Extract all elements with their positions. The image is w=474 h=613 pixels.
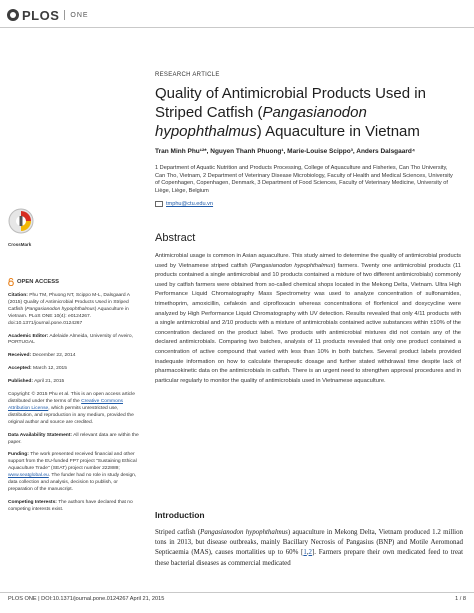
article-info-sidebar [8, 293, 140, 520]
reference-link-1[interactable]: 1 [303, 549, 307, 557]
header-rule [0, 27, 474, 28]
received-date [8, 353, 140, 360]
logo-divider [64, 10, 65, 20]
crossmark-label: CrossMark [8, 242, 32, 247]
article-title [155, 84, 455, 141]
title-part2: ) Aquaculture in Vietnam [256, 123, 420, 140]
citation-text: Phu TM, Phuong NT, Scippo M-L, Dalsgaard A (2015) Quality of Antimicrobial Products Used in Striped Catfish ( [8, 293, 130, 312]
copyright [8, 392, 140, 427]
competing-interests [8, 500, 140, 514]
competing-label: Competing Interests: [8, 499, 57, 505]
citation [8, 293, 140, 328]
email-link[interactable]: tmphu@ctu.edu.vn [166, 201, 214, 207]
intro-text-b: ) aquaculture in Mekong Delta, Vietnam produced 1.2 million tons in 2013, but disease outbreaks, mainly Bacillary Necrosis of Pangasius (BNP) and Motile Aeromonad Septicaemia (MAS), causes mortalities up to 60% [ [155, 529, 463, 557]
affiliations: 1 Department of Aquatic Nutrition and Products Processing, College of Aquaculture and Fisheries, Can Tho University, Can Tho, Vietnam, 2 Department of Veterinary Disease Microbiology, Faculty of Health and Medical Sciences, University of Copenhagen, Copenhagen, Denmark, 3 Department of Food Sciences, Faculty of Veterinary Medicine, University of Liège, Liège, Belgium [155, 165, 453, 194]
copyright-tail: , which permits unrestricted use, distribution, and reproduction in any medium, provided the original author and source are credited. [8, 405, 134, 425]
citation-species: Pangasianodon hypophthalmus [26, 306, 95, 312]
funding-label: Funding: [8, 452, 29, 458]
open-access-badge [8, 278, 59, 286]
corresponding-email[interactable] [155, 201, 213, 207]
abstract-heading: Abstract [155, 232, 196, 244]
citation-tail: ) Aquaculture in Vietnam. PLoS ONE 10(4): e0124267. doi:10.1371/journal.pone.0124267 [8, 306, 129, 326]
intro-text-a: Striped catfish ( [155, 529, 201, 536]
funding-link[interactable]: www.seatglobal.eu [8, 473, 49, 479]
reference-link-2[interactable]: 2 [308, 549, 312, 557]
funding-text: The work presented received financial and other support from the EU-funded FP7 project "Sustaining Ethical Aquaculture Trade" (SEAT) project number 222889; [8, 452, 137, 472]
title-species: Pangasianodon hypophthalmus [155, 104, 367, 140]
logo-sub: ONE [70, 11, 89, 19]
logo-brand: PLOS [22, 7, 60, 23]
license-link[interactable]: Creative Commons Attribution License [8, 398, 123, 411]
abstract-text-a: Antimicrobial usage is common in Asian aquaculture. This study aimed to determine the quality of antimicrobial products used by Vietnamese striped catfish ( [155, 253, 461, 269]
plos-one-logo[interactable] [7, 8, 89, 22]
copyright-text: Copyright: © 2015 Phu et al. This is an open access article distributed under the terms of the [8, 392, 135, 404]
envelope-icon [155, 201, 163, 207]
plos-logo-icon [7, 9, 19, 21]
accepted-date [8, 366, 140, 373]
published-text: April 21, 2015 [34, 379, 65, 385]
data-availability [8, 433, 140, 447]
abstract-species: Pangasianodon hypophthalmus [251, 262, 334, 269]
published-label: Published: [8, 379, 33, 385]
editor-text: Adelaide Almeida, University of Aveiro, PORTUGAL [8, 333, 133, 346]
accepted-label: Accepted: [8, 366, 32, 372]
author-list: Tran Minh Phu¹²*, Nguyen Thanh Phuong¹, Marie-Louise Scippo³, Anders Dalsgaard⁴ [155, 148, 416, 155]
editor-label: Academic Editor: [8, 333, 49, 339]
competing-text: The authors have declared that no competing interests exist. [8, 499, 133, 512]
footer-rule [0, 592, 474, 593]
availability-label: Data Availability Statement: [8, 432, 73, 438]
article-type: RESEARCH ARTICLE [155, 72, 220, 78]
page-number: 1 / 8 [455, 596, 466, 602]
crossmark-icon[interactable] [8, 208, 34, 240]
title-part1: Quality of Antimicrobial Products Used in Striped Catfish ( [155, 85, 426, 121]
intro-species: Pangasianodon hypophthalmus [200, 529, 288, 536]
academic-editor [8, 334, 140, 348]
funding [8, 452, 140, 493]
received-label: Received: [8, 353, 32, 359]
citation-label: Citation: [8, 293, 28, 298]
published-date [8, 379, 140, 386]
received-text: December 22, 2014 [32, 353, 76, 359]
open-lock-icon [8, 278, 14, 286]
introduction-heading: Introduction [155, 510, 205, 520]
availability-text: All relevant data are within the paper. [8, 432, 139, 445]
intro-ref-comma: , [306, 549, 309, 557]
footer-citation: PLOS ONE | DOI:10.1371/journal.pone.0124267 April 21, 2015 [8, 596, 165, 602]
abstract-text-b: ) farmers. Twenty one antimicrobial products (11 products contained a single antimicrobial and 10 products contained a mixture of two different antimicrobials) commonly used by catfish farmers were obtained from so-called chemical shops located in the Mekong Delta, Vietnam. Ultra High Performance Liquid Chromatography Mass Spectrometry was used to analyze concentration of sulfonamides, trimethoprim, amoxicillin, cefalexin and ciprofloxacin whereas concentrations of florfenicol and doxycycline were analyzed by High Performance Liquid Chromatography with UV detection. Results revealed that only 4/11 products with a single antimicrobial and 2/10 products with a mixture of antimicrobials contained active substances within ±10% of the concentration declared on the product label. Two products with antimicrobial mixtures did not contain any of the declared antimicrobials. Comparing two batches, analysis of 11 products revealed that only one product contained a concentration of active compound that varied with less than 10% in both batches. Several product labels provided inadequate information on how to calculate therapeutic dosage and further stated withdrawal time despite lack of pharmacokinetic data on the antimicrobials in catfish. There is an urgent need to strengthen approval procedures and in particular regularly to monitor the quality of antimicrobials used in Vietnamese aquaculture. [155, 262, 461, 384]
accepted-text: March 12, 2015 [33, 366, 67, 372]
intro-text-c: ]. Farmers prepare their own medicated feed to treat these bacterial diseases as commercial medicated [155, 549, 463, 567]
funding-tail: . The funder had no role in study design, data collection and analysis, decision to publish, or preparation of the manuscript. [8, 473, 137, 492]
open-access-label: OPEN ACCESS [17, 279, 59, 285]
introduction-text [155, 528, 463, 569]
abstract-text [155, 252, 461, 386]
